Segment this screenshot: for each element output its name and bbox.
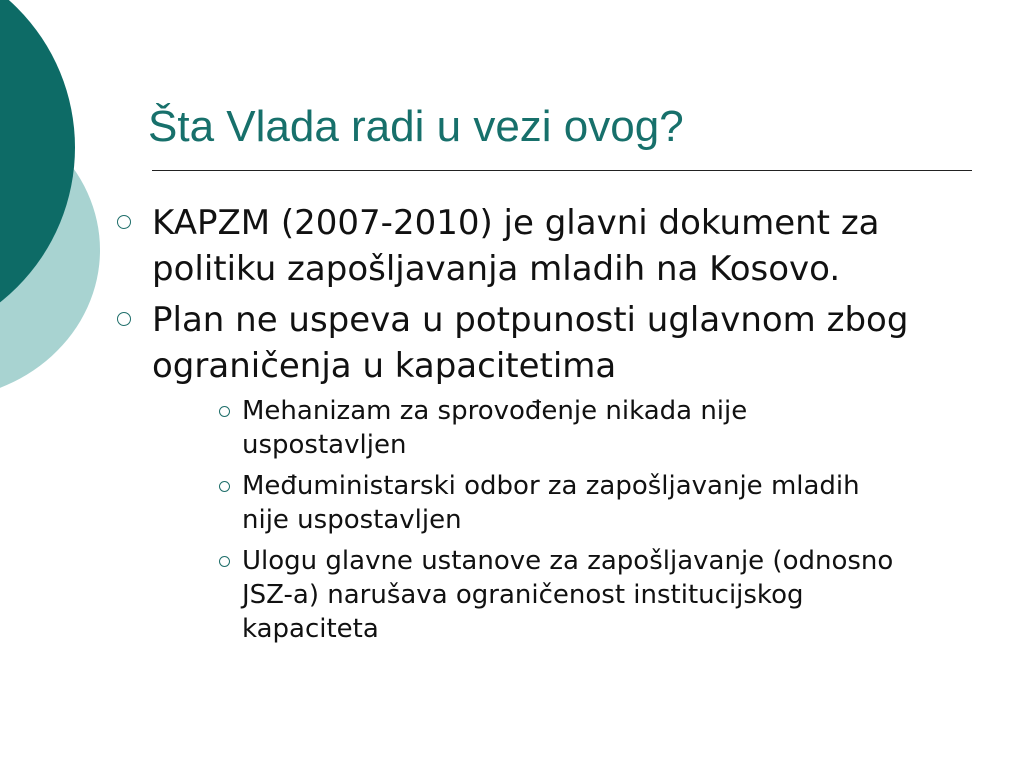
hollow-circle-bullet-icon [117, 312, 131, 326]
bullet-text: KAPZM (2007-2010) je glavni dokument za politiku zapošljavanja mladih na Kosovo. [152, 203, 880, 289]
sub-bullet-text: Mehanizam za sprovođenje nikada nije uspostavljen [242, 396, 748, 460]
hollow-circle-bullet-icon [219, 406, 230, 417]
sub-bullet-text: Ulogu glavne ustanove za zapošljavanje (odnosno JSZ-a) narušava ograničenost institucijskog kapaciteta [242, 546, 894, 644]
hollow-circle-bullet-icon [219, 481, 230, 492]
sub-bullet-item [214, 469, 914, 537]
sub-bullet-item [214, 394, 914, 462]
bullet-text: Plan ne uspeva u potpunosti uglavnom zbog ograničenja u kapacitetima [152, 300, 909, 386]
sub-bullet-list [214, 394, 914, 646]
sub-bullet-item [214, 544, 914, 646]
title-underline [152, 170, 972, 171]
sub-bullet-text: Međuministarski odbor za zapošljavanje mladih nije uspostavljen [242, 471, 860, 535]
hollow-circle-bullet-icon [219, 556, 230, 567]
bullet-item [114, 200, 994, 292]
hollow-circle-bullet-icon [117, 215, 131, 229]
slide-title: Šta Vlada radi u vezi ovog? [148, 102, 684, 151]
bullet-item [114, 297, 994, 389]
sub-bullet-group [114, 394, 994, 646]
bullet-list [114, 200, 994, 653]
